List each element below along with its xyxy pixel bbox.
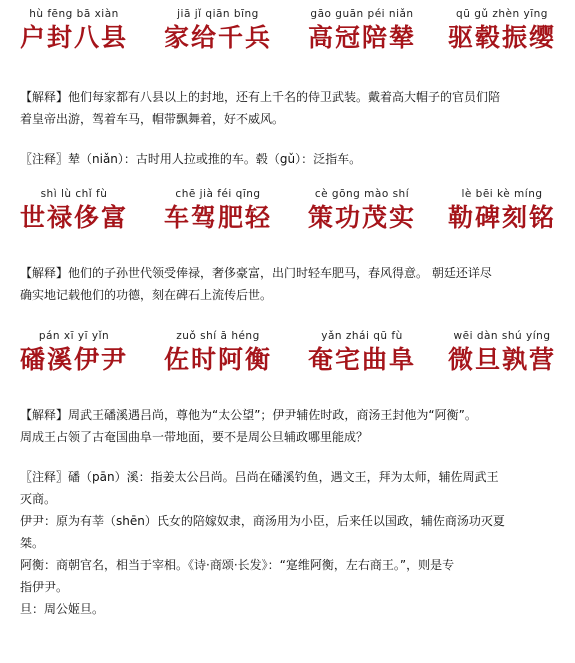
text-line: 旦：周公姬旦。 [20, 602, 105, 616]
pinyin: cè gōng mào shí [314, 188, 410, 200]
pinyin: pán xī yī yǐn [38, 330, 110, 342]
hanzi-phrase: 驱毂振缨 [447, 23, 556, 52]
pinyin: zuǒ shí ā héng [176, 330, 260, 342]
phrase-row-1 [0, 6, 575, 66]
hanzi-phrase: 家给千兵 [163, 23, 272, 52]
pinyin: gāo guān péi niǎn [310, 8, 414, 20]
hanzi-phrase: 勒碑刻铭 [447, 203, 556, 232]
hanzi-phrase: 磻溪伊尹 [19, 345, 128, 374]
phrase [432, 6, 572, 54]
pinyin: hù fēng bā xiàn [29, 8, 119, 20]
pinyin: qū gǔ zhèn yīng [456, 8, 548, 20]
explanation-paragraph [20, 262, 560, 306]
note-paragraph [20, 148, 560, 170]
text-line: 【解释】周武王磻溪遇吕尚，尊他为“太公望”；伊尹辅佐时政，商汤王封他为“阿衡”。 [20, 408, 477, 422]
text-line: 指伊尹。 [20, 580, 69, 594]
phrase [432, 328, 572, 376]
phrase-row-3 [0, 328, 575, 388]
pinyin: shì lù chǐ fù [40, 188, 108, 200]
text-line: 灭商。 [20, 492, 57, 506]
hanzi-phrase: 户封八县 [19, 23, 128, 52]
phrase [4, 186, 144, 234]
hanzi-phrase: 车驾肥轻 [163, 203, 272, 232]
phrase-row-2 [0, 186, 575, 246]
text-line: 周成王占领了古奄国曲阜一带地面，要不是周公旦辅政哪里能成？ [20, 430, 369, 444]
phrase [148, 186, 288, 234]
text-line: 阿衡：商朝官名，相当于宰相。《诗·商颂·长发》：“寔维阿衡，左右商王。”，则是专 [20, 558, 455, 572]
phrase [292, 328, 432, 376]
hanzi-phrase: 微旦孰营 [447, 345, 556, 374]
hanzi-phrase: 策功茂实 [307, 203, 416, 232]
explanation-paragraph [20, 86, 560, 130]
phrase [148, 328, 288, 376]
explanation-paragraph [20, 404, 560, 448]
text-line: 〖注释〗磻（pān）溪：指姜太公吕尚。吕尚在磻溪钓鱼，遇文王，拜为太师，辅佐周武王 [20, 470, 499, 484]
hanzi-phrase: 佐时阿衡 [163, 345, 272, 374]
hanzi-phrase: 奄宅曲阜 [307, 345, 416, 374]
pinyin: chē jià féi qīng [175, 188, 261, 200]
hanzi-phrase: 世禄侈富 [19, 203, 128, 232]
text-line: 【解释】他们每家都有八县以上的封地，还有上千名的侍卫武装。戴着高大帽子的官员们陪 [20, 90, 501, 104]
text-line: 【解释】他们的子孙世代领受俸禄，奢侈豪富，出门时轻车肥马，春风得意。 朝廷还详尽 [20, 266, 492, 280]
phrase [4, 328, 144, 376]
text-line: 确实地记载他们的功德，刻在碑石上流传后世。 [20, 288, 273, 302]
text-line: 伊尹：原为有莘（shēn）氏女的陪嫁奴隶，商汤用为小臣，后来任以国政，辅佐商汤功灭夏 [20, 514, 505, 528]
phrase [4, 6, 144, 54]
hanzi-phrase: 高冠陪辇 [307, 23, 416, 52]
pinyin: wēi dàn shú yíng [453, 330, 551, 342]
phrase [148, 6, 288, 54]
text-line: 着皇帝出游，驾着车马，帽带飘舞着，好不威风。 [20, 112, 285, 126]
pinyin: lè bēi kè míng [461, 188, 543, 200]
text-line: 〖注释〗辇（niǎn）：古时用人拉或推的车。毂（gǔ）：泛指车。 [20, 152, 362, 166]
phrase [292, 6, 432, 54]
phrase [292, 186, 432, 234]
phrase [432, 186, 572, 234]
pinyin: jiā jǐ qiān bīng [177, 8, 259, 20]
text-line: 桀。 [20, 536, 45, 550]
note-paragraph [20, 466, 560, 620]
pinyin: yǎn zhái qū fù [321, 330, 403, 342]
